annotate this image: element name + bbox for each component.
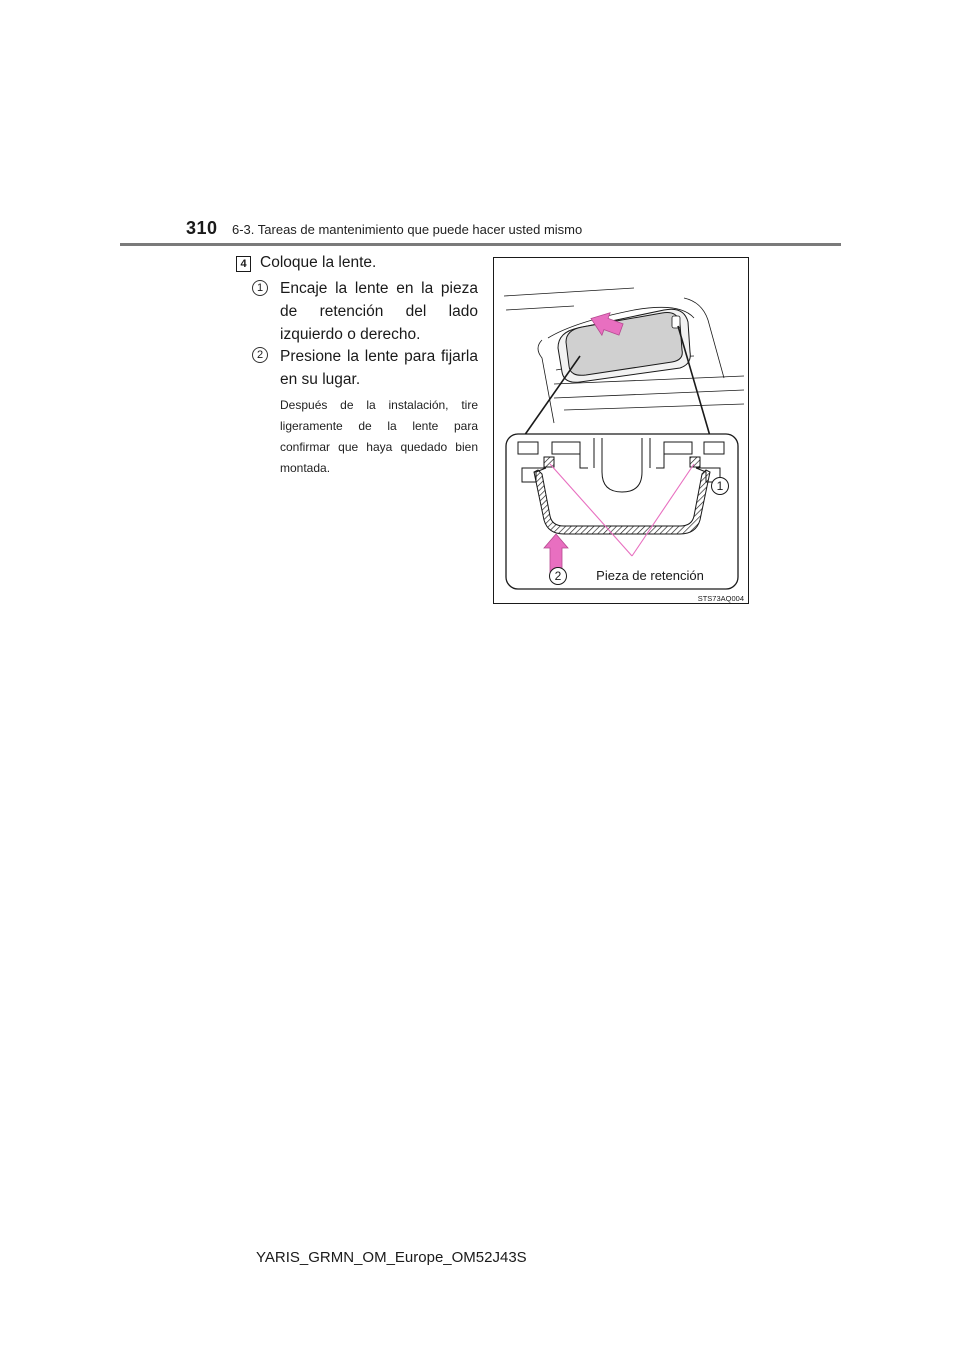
lens-installation-figure <box>493 257 749 604</box>
document-id-footer: YARIS_GRMN_OM_Europe_OM52J43S <box>256 1249 527 1266</box>
header-rule <box>120 243 841 246</box>
substep-number-1: 1 <box>252 280 268 296</box>
step-number-box: 4 <box>236 256 251 272</box>
callout-number-1: 1 <box>716 479 724 493</box>
installation-note: Después de la instalación, tire ligeramente de la lente para confirmar que haya quedado bien montada. <box>280 398 478 475</box>
lens-illustration <box>494 258 750 605</box>
callout-number-2: 2 <box>554 569 562 583</box>
substep-text-1: Encaje la lente en la pieza de retención del lado izquierdo o derecho. <box>280 280 478 343</box>
section-header: 6-3. Tareas de mantenimiento que puede hacer usted mismo <box>232 222 583 237</box>
retention-label: Pieza de retención <box>596 568 704 583</box>
step-title: Coloque la lente. <box>260 254 377 271</box>
figure-code: STS73AQ004 <box>697 594 744 603</box>
substep-text-2: Presione la lente para fijarla en su lugar. <box>280 348 478 388</box>
page-number: 310 <box>186 218 218 238</box>
substep-number-2: 2 <box>252 347 268 363</box>
